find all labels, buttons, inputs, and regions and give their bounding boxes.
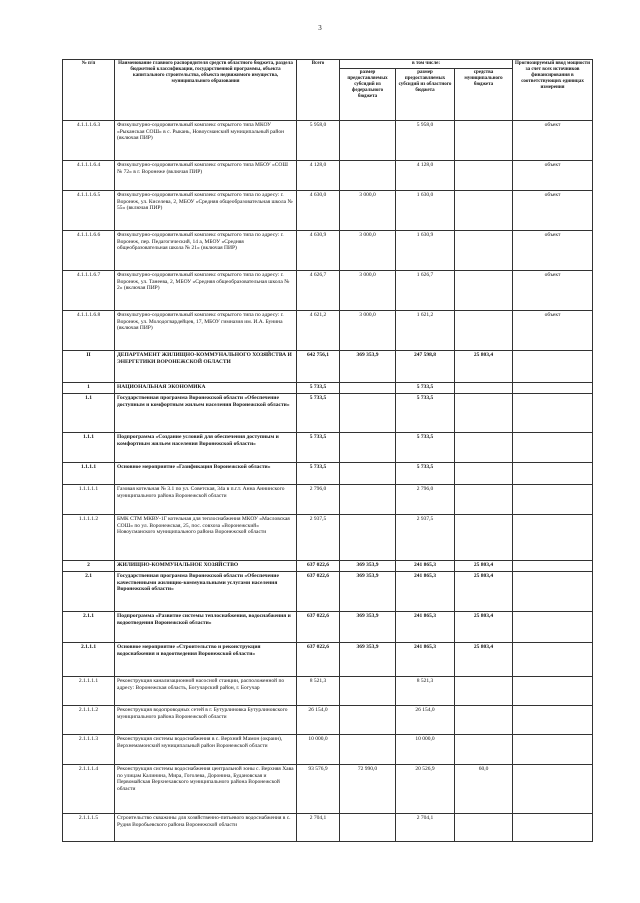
row-federal (340, 814, 396, 842)
row-number: 2.1.1.1.4 (63, 765, 115, 814)
table-row (63, 765, 593, 814)
row-regional: 2 796,0 (396, 485, 455, 515)
row-regional: 10 000,0 (396, 735, 455, 765)
row-regional: 241 865,3 (396, 643, 455, 677)
row-federal (340, 706, 396, 735)
row-unit (513, 572, 593, 612)
row-municipal: 25 803,4 (455, 612, 513, 643)
row-federal (340, 121, 396, 161)
row-number: 1 (63, 383, 115, 394)
row-regional: 5 733,5 (396, 433, 455, 463)
row-federal (340, 394, 396, 433)
row-number: 1.1 (63, 394, 115, 433)
row-name: Реконструкция канализационной насосной станции, расположенной по адресу: Воронежская область, Богучарский район, г. Богучар (115, 677, 297, 706)
row-regional: 2 937,5 (396, 515, 455, 561)
table-row (63, 485, 593, 515)
row-federal (340, 463, 396, 485)
row-federal: 369 353,9 (340, 643, 396, 677)
table-row (63, 161, 593, 191)
row-municipal (455, 515, 513, 561)
row-municipal (455, 383, 513, 394)
table-row (63, 191, 593, 231)
row-unit (513, 735, 593, 765)
row-unit: объект (513, 311, 593, 351)
row-name: ЖИЛИЩНО-КОММУНАЛЬНОЕ ХОЗЯЙСТВО (115, 561, 297, 572)
row-federal: 3 000,0 (340, 231, 396, 271)
row-number: 4.1.1.1.6.3 (63, 121, 115, 161)
row-total: 5 733,5 (297, 433, 340, 463)
table-row (63, 271, 593, 311)
table-row (63, 351, 593, 383)
row-total: 8 521,3 (297, 677, 340, 706)
row-municipal (455, 433, 513, 463)
table-row (63, 643, 593, 677)
table-row (63, 463, 593, 485)
row-total: 2 796,0 (297, 485, 340, 515)
row-number: 2.1.1.1.2 (63, 706, 115, 735)
row-federal (340, 485, 396, 515)
row-name: Реконструкция водопроводных сетей в г. Бутурлиновка Бутурлиновского муниципального района Воронежской области (115, 706, 297, 735)
row-municipal (455, 485, 513, 515)
row-number: 1.1.1.1.1 (63, 485, 115, 515)
row-number: 2.1.1.1.1 (63, 677, 115, 706)
row-unit: объект (513, 191, 593, 231)
row-federal: 369 353,9 (340, 572, 396, 612)
row-unit (513, 706, 593, 735)
row-total: 26 154,0 (297, 706, 340, 735)
table-row (63, 311, 593, 351)
row-regional: 2 704,1 (396, 814, 455, 842)
row-number: 1.1.1.1.2 (63, 515, 115, 561)
row-municipal (455, 677, 513, 706)
row-total: 4 128,0 (297, 161, 340, 191)
row-federal: 369 353,9 (340, 612, 396, 643)
row-municipal: 25 803,4 (455, 572, 513, 612)
row-name: ДЕПАРТАМЕНТ ЖИЛИЩНО-КОММУНАЛЬНОГО ХОЗЯЙСТВА И ЭНЕРГЕТИКИ ВОРОНЕЖСКОЙ ОБЛАСТИ (115, 351, 297, 383)
row-name: Подпрограмма «Развитие системы теплоснабжения, водоснабжения и водоотведения Воронежской области» (115, 612, 297, 643)
header-total: Всего (297, 60, 340, 121)
row-regional: 5 733,5 (396, 463, 455, 485)
row-regional: 26 154,0 (396, 706, 455, 735)
row-unit (513, 433, 593, 463)
table-row (63, 706, 593, 735)
row-name: Государственная программа Воронежской области «Обеспечение качественными жилищно-коммунальными услугами населения Воронежской области» (115, 572, 297, 612)
row-total: 4 626,7 (297, 271, 340, 311)
row-total: 93 576,9 (297, 765, 340, 814)
row-federal: 3 000,0 (340, 271, 396, 311)
row-unit: объект (513, 161, 593, 191)
row-unit (513, 765, 593, 814)
row-federal (340, 735, 396, 765)
row-federal: 72 990,0 (340, 765, 396, 814)
row-name: Физкультурно-оздоровительный комплекс открытого типа МКОУ «Рыканская СОШ» в с. Рыкань, Новоусманский муниципальный район (включая ПИР) (115, 121, 297, 161)
row-total: 637 022,6 (297, 643, 340, 677)
row-municipal (455, 161, 513, 191)
header-capacity: Прогнозируемый ввод мощности за счет всех источников финансирования в соответствующих единицах измерения (513, 60, 593, 121)
header-num: № п/п (63, 60, 115, 121)
table-row (63, 394, 593, 433)
row-unit (513, 485, 593, 515)
row-municipal (455, 191, 513, 231)
row-name: Подпрограмма «Создание условий для обеспечения доступным и комфортным жильем населения Воронежской области» (115, 433, 297, 463)
row-number: 2.1 (63, 572, 115, 612)
page-number: 3 (318, 24, 322, 32)
header-federal: размер предоставляемых субсидий из федерального бюджета (340, 69, 396, 121)
row-total: 2 937,5 (297, 515, 340, 561)
row-regional: 5 733,5 (396, 394, 455, 433)
table-row (63, 735, 593, 765)
row-unit (513, 643, 593, 677)
row-federal (340, 515, 396, 561)
row-name: Реконструкция системы водоснабжения центральной зоны с. Верхняя Хава по улицам Калинина, Мира, Гоголева, Доронина, Будановская и Первомайская Верхнехавского муниципального района Воронежской области (115, 765, 297, 814)
header-name: Наименование главного распорядителя средств областного бюджета, раздела бюджетной классификации, государственной программы, объекта капитального строительства, объекта недвижимого имущества, муниципального образования (115, 60, 297, 121)
row-regional: 241 865,3 (396, 572, 455, 612)
table-row (63, 677, 593, 706)
row-number: 2.1.1.1.3 (63, 735, 115, 765)
table-row (63, 433, 593, 463)
row-regional: 5 733,5 (396, 383, 455, 394)
investment-table (62, 59, 593, 842)
row-municipal (455, 706, 513, 735)
row-regional: 4 128,0 (396, 161, 455, 191)
row-municipal (455, 311, 513, 351)
row-unit (513, 814, 593, 842)
row-regional: 1 630,0 (396, 191, 455, 231)
row-total: 637 022,6 (297, 612, 340, 643)
row-regional: 1 630,9 (396, 231, 455, 271)
row-unit (513, 515, 593, 561)
row-unit: объект (513, 121, 593, 161)
table-body (63, 121, 593, 842)
table-row (63, 814, 593, 842)
row-federal (340, 677, 396, 706)
row-unit (513, 677, 593, 706)
row-federal (340, 383, 396, 394)
row-municipal: 25 803,4 (455, 561, 513, 572)
row-name: Основное мероприятие «Газификация Воронежской области» (115, 463, 297, 485)
row-regional: 241 865,3 (396, 612, 455, 643)
row-number: II (63, 351, 115, 383)
row-number: 4.1.1.1.6.6 (63, 231, 115, 271)
row-total: 4 630,9 (297, 231, 340, 271)
row-regional: 247 598,8 (396, 351, 455, 383)
row-total: 5 733,5 (297, 394, 340, 433)
row-federal: 3 000,0 (340, 191, 396, 231)
row-number: 2.1.1.1 (63, 643, 115, 677)
row-total: 5 958,0 (297, 121, 340, 161)
row-name: НАЦИОНАЛЬНАЯ ЭКОНОМИКА (115, 383, 297, 394)
table-row (63, 572, 593, 612)
row-total: 637 022,6 (297, 572, 340, 612)
row-federal: 3 000,0 (340, 311, 396, 351)
table-row (63, 383, 593, 394)
row-number: 4.1.1.1.6.5 (63, 191, 115, 231)
row-regional: 5 958,0 (396, 121, 455, 161)
row-number: 1.1.1 (63, 433, 115, 463)
row-federal (340, 433, 396, 463)
row-name: Строительство скважины для хозяйственно-питьевого водоснабжения в с. Рудня Воробьевского района Воронежской области (115, 814, 297, 842)
row-name: Физкультурно-оздоровительный комплекс открытого типа по адресу: г. Воронеж, ул. Молодогвардейцев, 17, МБОУ гимназия им. И.А. Бунина (включая ПИР) (115, 311, 297, 351)
row-regional: 20 526,9 (396, 765, 455, 814)
row-name: Физкультурно-оздоровительный комплекс открытого типа МБОУ «СОШ № 72» в г. Воронеже (включая ПИР) (115, 161, 297, 191)
header-municipal: средства муниципального бюджета (455, 69, 513, 121)
row-regional: 8 521,3 (396, 677, 455, 706)
row-unit (513, 394, 593, 433)
row-name: Физкультурно-оздоровительный комплекс открытого типа по адресу: г. Воронеж, ул. Танеева, 2, МБОУ «Средняя общеобразовательная школа № 2» (включая ПИР) (115, 271, 297, 311)
row-municipal (455, 231, 513, 271)
row-unit (513, 463, 593, 485)
row-name: Основное мероприятие «Строительство и реконструкция водоснабжения и водоотведения Воронежской области» (115, 643, 297, 677)
row-number: 4.1.1.1.6.4 (63, 161, 115, 191)
row-unit (513, 351, 593, 383)
row-name: Физкультурно-оздоровительный комплекс открытого типа по адресу: г. Воронеж, ул. Киселева, 2, МБОУ «Средняя общеобразовательная школа № 55» (включая ПИР) (115, 191, 297, 231)
row-regional: 1 626,7 (396, 271, 455, 311)
table-row (63, 561, 593, 572)
row-number: 2.1.1.1.5 (63, 814, 115, 842)
table-row (63, 121, 593, 161)
header-regional: размер предоставляемых субсидий из областного бюджета (396, 69, 455, 121)
row-name: БМК СТМ МКВУ-1Г котельная для теплоснабжения МКОУ «Масловская СОШ» по ул. Воронежская, 25, пос. совхоза «Воронежский» Новоусманского муниципального района Воронежской области (115, 515, 297, 561)
table-row (63, 612, 593, 643)
row-unit: объект (513, 231, 593, 271)
row-unit (513, 612, 593, 643)
row-municipal: 25 803,4 (455, 351, 513, 383)
row-total: 4 630,0 (297, 191, 340, 231)
row-number: 2 (63, 561, 115, 572)
row-name: Газовая котельная № 3.1 по ул. Советская, 34а в п.г.т. Анна Аннинского муниципального района Воронежской области (115, 485, 297, 515)
row-total: 4 621,2 (297, 311, 340, 351)
row-municipal: 60,0 (455, 765, 513, 814)
row-municipal (455, 735, 513, 765)
row-unit: объект (513, 271, 593, 311)
row-municipal (455, 394, 513, 433)
row-federal: 369 353,9 (340, 561, 396, 572)
row-total: 642 756,1 (297, 351, 340, 383)
table-row (63, 231, 593, 271)
header-including: в том числе: (340, 60, 513, 69)
row-municipal (455, 463, 513, 485)
row-number: 4.1.1.1.6.7 (63, 271, 115, 311)
row-municipal (455, 121, 513, 161)
row-number: 2.1.1 (63, 612, 115, 643)
row-total: 5 733,5 (297, 463, 340, 485)
row-unit (513, 561, 593, 572)
row-unit (513, 383, 593, 394)
row-regional: 1 621,2 (396, 311, 455, 351)
row-total: 637 022,6 (297, 561, 340, 572)
row-federal (340, 161, 396, 191)
row-name: Физкультурно-оздоровительный комплекс открытого типа по адресу: г. Воронеж, пер. Педагогический, 14 а, МБОУ «Средняя общеобразовательная школа № 21» (включая ПИР) (115, 231, 297, 271)
row-federal: 369 353,9 (340, 351, 396, 383)
row-municipal: 25 803,4 (455, 643, 513, 677)
row-name: Государственная программа Воронежской области «Обеспечение доступным и комфортным жильем населения Воронежской области» (115, 394, 297, 433)
table-row (63, 515, 593, 561)
row-total: 2 704,1 (297, 814, 340, 842)
row-total: 5 733,5 (297, 383, 340, 394)
row-number: 1.1.1.1 (63, 463, 115, 485)
row-municipal (455, 814, 513, 842)
row-total: 10 000,0 (297, 735, 340, 765)
row-regional: 241 865,3 (396, 561, 455, 572)
row-name: Реконструкция системы водоснабжения в с. Верхний Мамон (окраин), Верхнемамонский муниципальный район Воронежской области (115, 735, 297, 765)
row-number: 4.1.1.1.6.8 (63, 311, 115, 351)
row-municipal (455, 271, 513, 311)
